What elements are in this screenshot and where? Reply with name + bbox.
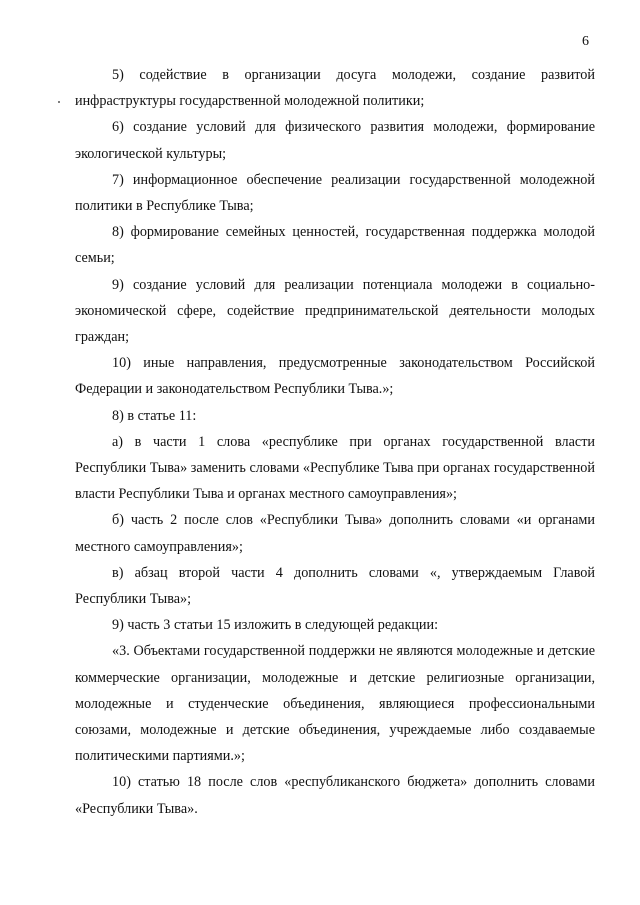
paragraph-item-5: 5) содействие в организации досуга молодежи, создание развитой инфраструктуры государственной молодежной политики;: [75, 67, 595, 110]
paragraph-item-7: 7) информационное обеспечение реализации государственной молодежной политики в Республике Тыва;: [75, 171, 595, 215]
paragraph-item-9: 9) создание условий для реализации потенциала молодежи в социально-экономической сфере, содействие предпринимательской деятельности молодых граждан;: [75, 276, 595, 346]
paragraph-item-6: 6) создание условий для физического развития молодежи, формирование экологической культуры;: [75, 119, 595, 162]
paragraph-article-11-b: б) часть 2 после слов «Республики Тыва» дополнить словами «и органами местного самоуправления»;: [75, 512, 595, 555]
paragraph-article-15-text: «3. Объектами государственной поддержки не являются молодежные и детские коммерческие организации, молодежные и детские религиозные организации, молодежные и студенческие объединения, являющиеся профессиональными союзами, молодежные и детские объединения, учреждаемые либо создаваемые политическими партиями.»;: [75, 643, 595, 765]
scan-speck: [58, 101, 60, 103]
paragraph-article-11-c: в) абзац второй части 4 дополнить словами «, утверждаемым Главой Республики Тыва»;: [75, 564, 595, 608]
paragraph-item-10: 10) иные направления, предусмотренные законодательством Российской Федерации и законодательством Республики Тыва.»;: [75, 355, 595, 398]
page-number: 6: [582, 34, 589, 49]
paragraph-article-15-heading: 9) часть 3 статьи 15 изложить в следующей редакции:: [112, 617, 439, 634]
paragraph-article-18: 10) статью 18 после слов «республиканского бюджета» дополнить словами «Республики Тыва».: [75, 774, 595, 817]
paragraph-item-8: 8) формирование семейных ценностей, государственная поддержка молодой семьи;: [75, 224, 595, 267]
paragraph-article-11-heading: 8) в статье 11:: [112, 407, 197, 424]
document-body: [75, 62, 595, 822]
paragraph-article-11-a: а) в части 1 слова «республике при органах государственной власти Республики Тыва» заменить словами «Республике Тыва при органах государственной власти Республики Тыва и органах местного самоуправления»;: [75, 433, 595, 503]
